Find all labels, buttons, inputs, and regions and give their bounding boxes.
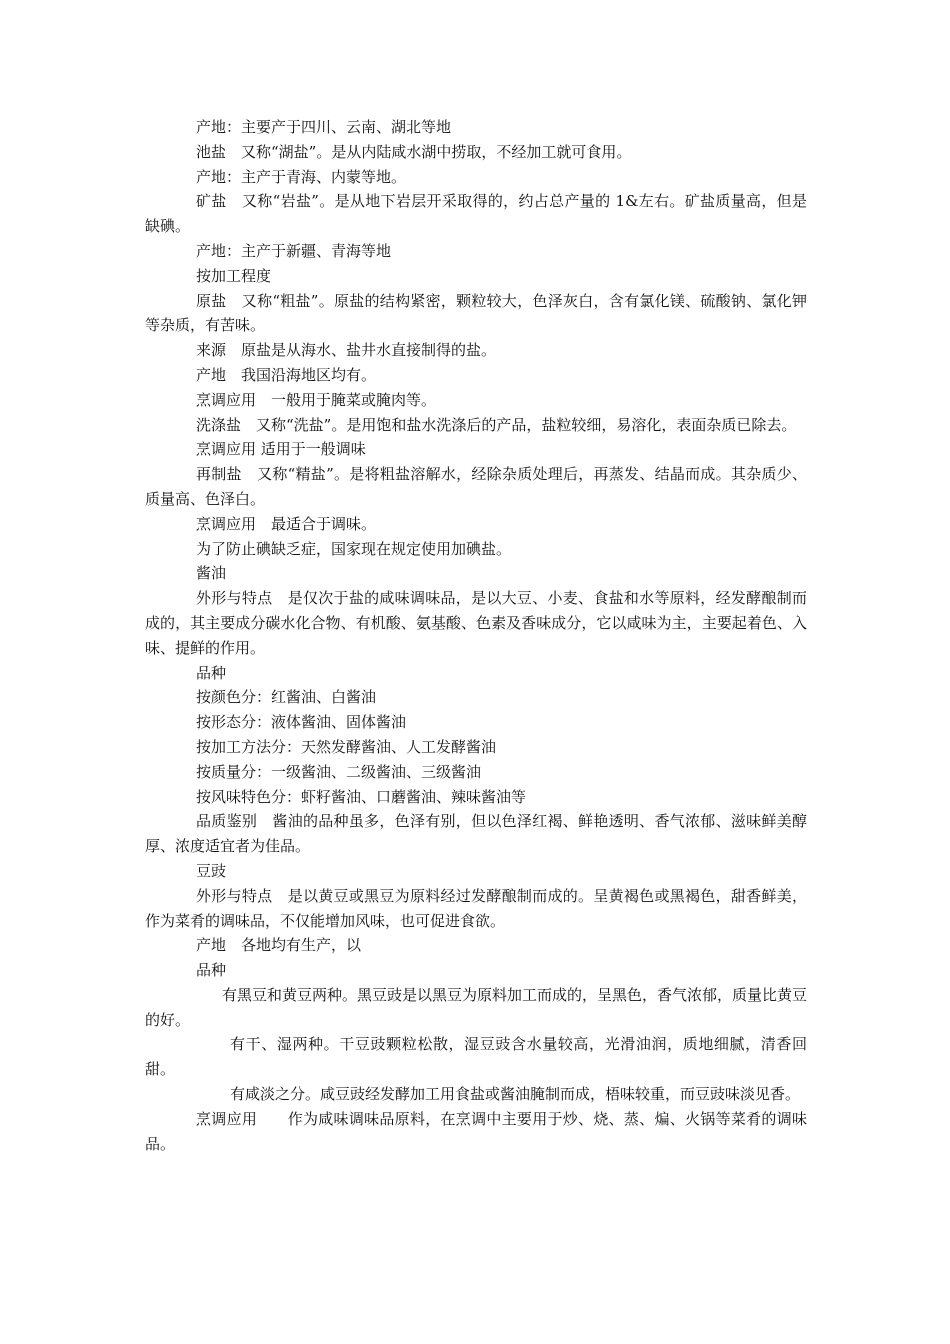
paragraph: 烹调应用 一般用于腌菜或腌肉等。	[196, 390, 437, 409]
section-heading: 酱油	[196, 564, 227, 583]
paragraph: 产地 各地均有生产，以	[196, 936, 362, 955]
paragraph: 品质鉴别 酱油的品种虽多，色泽有别，但以色泽红褐、鲜艳透明、香气浓郁、滋味鲜美醇厚、浓度适宜者为佳品。	[145, 812, 807, 856]
paragraph: 有咸淡之分。咸豆豉经发酵加工用食盐或酱油腌制而成，梧味较重，而豆豉味淡见香。	[230, 1085, 801, 1104]
paragraph: 再制盐 又称“精盐”。是将粗盐溶解水，经除杂质处理后，再蒸发、结晶而成。其杂质少、质量高、色泽白。	[145, 465, 807, 508]
paragraph: 池盐 又称“湖盐”。是从内陆咸水湖中捞取，不经加工就可食用。	[196, 142, 632, 161]
document-page	[145, 115, 807, 1156]
paragraph: 烹调应用 作为咸味调味品原料，在烹调中主要用于炒、烧、蒸、煸、火锅等菜肴的调味品。	[145, 1109, 807, 1153]
paragraph: 原盐 又称“粗盐”。原盐的结构紧密，颗粒较大，色泽灰白，含有氯化镁、硫酸钠、氯化钾等杂质，有苦味。	[145, 291, 807, 335]
paragraph: 产地：主产于青海、内蒙等地。	[196, 167, 407, 186]
section-heading: 按加工程度	[196, 266, 272, 285]
paragraph: 产地：主产于新疆、青海等地	[196, 241, 392, 260]
paragraph: 产地：主要产于四川、云南、湖北等地	[196, 118, 452, 136]
paragraph: 有黑豆和黄豆两种。黑豆豉是以黑豆为原料加工而成的，呈黑色，香气浓郁，质量比黄豆的好。	[145, 985, 808, 1029]
paragraph: 按加工方法分：天然发酵酱油、人工发酵酱油	[196, 737, 497, 756]
paragraph: 外形与特点 是仅次于盐的咸味调味品，是以大豆、小麦、食盐和水等原料，经发酵酿制而成的，其主要成分碳水化合物、有机酸、氨基酸、色素及香味成分，它以咸味为主，主要起着色、入味、提鲜的作用。	[145, 589, 807, 657]
section-heading: 豆豉	[196, 861, 227, 880]
section-heading: 品种	[196, 961, 227, 980]
paragraph: 外形与特点 是以黄豆或黑豆为原料经过发酵酿制而成的。呈黄褐色或黑褐色，甜香鲜美，作为菜肴的调味品，不仅能增加风味，也可促进食欲。	[145, 886, 807, 930]
paragraph: 按颜色分：红酱油、白酱油	[196, 688, 377, 707]
paragraph: 来源 原盐是从海水、盐井水直接制得的盐。	[196, 341, 497, 360]
paragraph: 有干、湿两种。干豆豉颗粒松散，湿豆豉含水量较高，光滑油润，质地细腻，清香回甜。	[145, 1035, 807, 1079]
paragraph: 按风味特色分：虾籽酱油、口蘑酱油、辣味酱油等	[196, 787, 527, 806]
paragraph: 产地 我国沿海地区均有。	[196, 365, 377, 384]
paragraph: 按形态分：液体酱油、固体酱油	[196, 713, 407, 732]
paragraph: 烹调应用 适用于一般调味	[196, 440, 366, 459]
section-heading: 品种	[196, 663, 227, 682]
paragraph: 矿盐 又称“岩盐”。是从地下岩层开采取得的，约占总产量的 1&左右。矿盐质量高，但是缺碘。	[145, 192, 807, 236]
paragraph: 烹调应用 最适合于调味。	[196, 514, 377, 533]
paragraph: 按质量分：一级酱油、二级酱油、三级酱油	[196, 762, 482, 781]
paragraph: 洗涤盐 又称“洗盐”。是用饱和盐水洗涤后的产品，盐粒较细，易溶化，表面杂质已除去。	[196, 415, 797, 434]
paragraph: 为了防止碘缺乏症，国家现在规定使用加碘盐。	[196, 539, 512, 558]
